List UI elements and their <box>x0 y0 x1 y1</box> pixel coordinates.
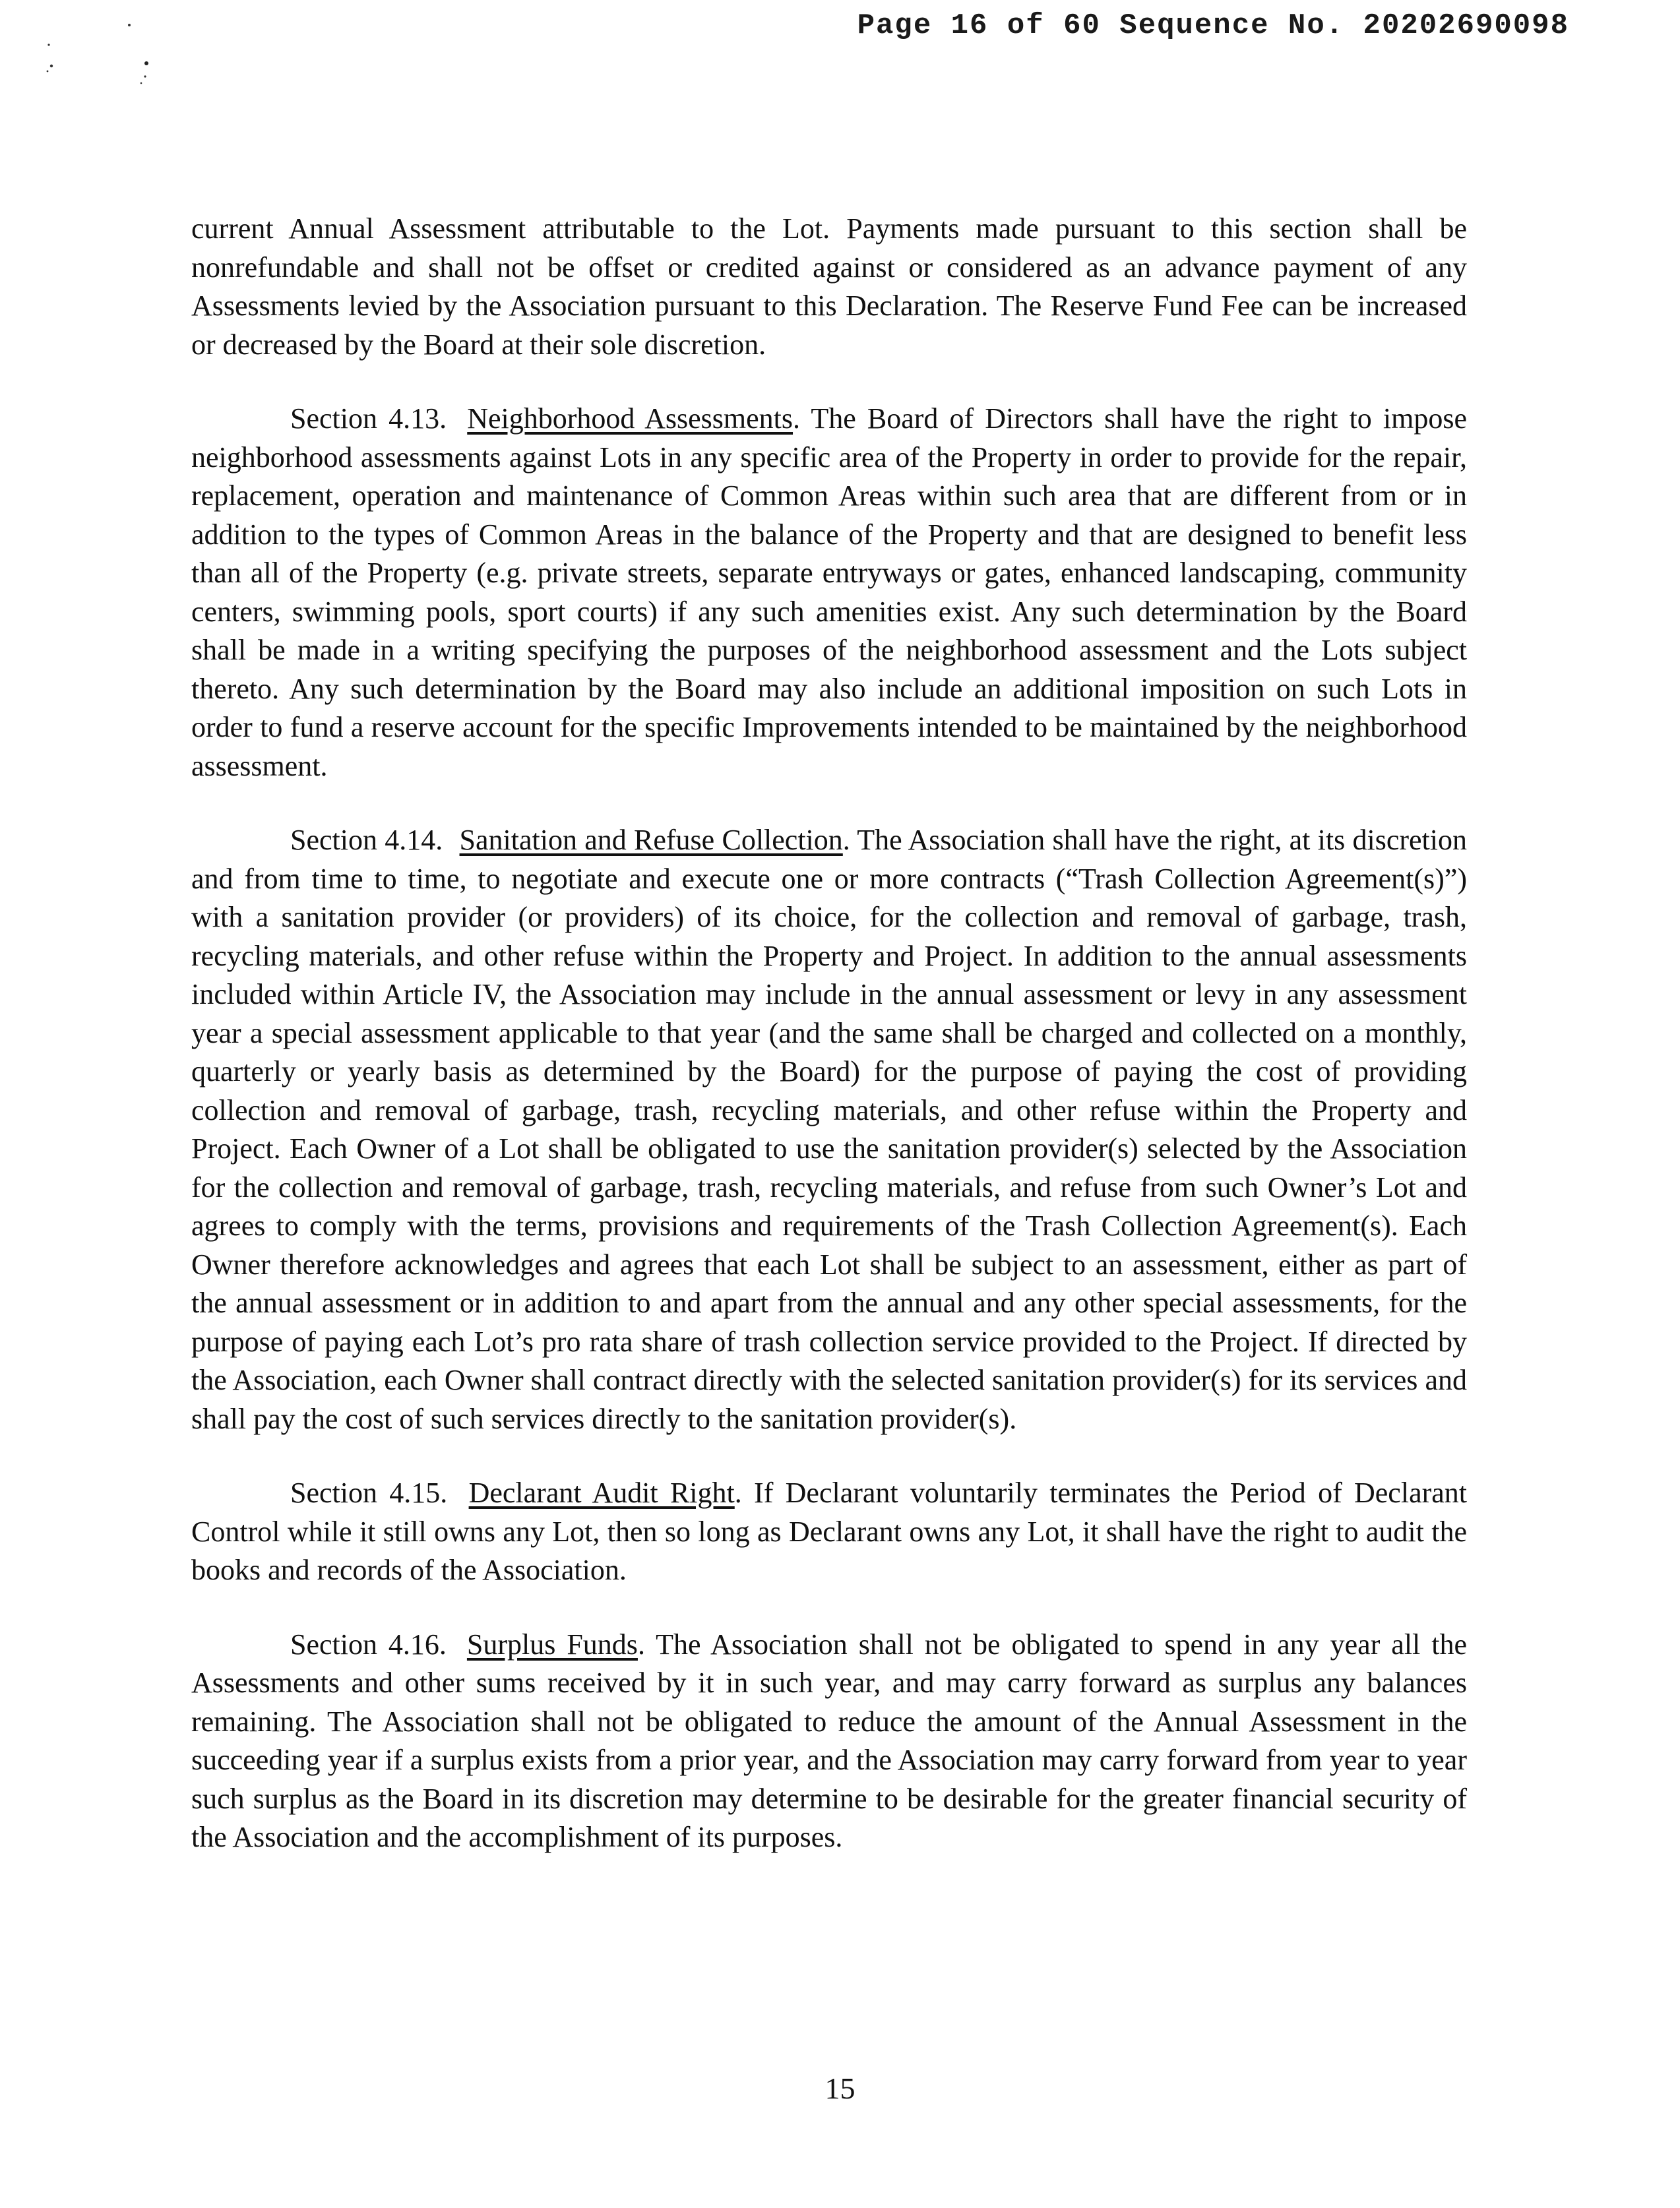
section-text: . The Association shall not be obligated to spend in any year all the Assessments and other sums received by it in such year, and may carry forward as surplus any balances remaining. The Association shall not be obligated to reduce the amount of the Annual Assessment in the succeeding year if a surplus exists from a prior year, and the Association may carry forward from year to year such surplus as the Board in its discretion may determine to be desirable for the greater financial security of the Association and the accomplishment of its purposes. <box>191 1628 1467 1853</box>
section-text: . The Board of Directors shall have the right to impose neighborhood assessments against Lots in any specific area of the Property in order to provide for the repair, replacement, operation and maintenance of Common Areas within such area that are different from or in addition to the types of Common Areas in the balance of the Property and that are designed to benefit less than all of the Property (e.g. private streets, separate entryways or gates, enhanced landscaping, community centers, swimming pools, sport courts) if any such amenities exist. Any such determination by the Board shall be made in a writing specifying the purposes of the neighborhood assessment and the Lots subject thereto. Any such determination by the Board may also include an additional imposition on such Lots in order to fund a reserve account for the specific Improvements intended to be maintained by the neighborhood assessment. <box>191 402 1468 782</box>
section-number: Section 4.13. <box>290 402 447 435</box>
section-number: Section 4.14. <box>290 824 443 856</box>
section-4-16 <box>191 1626 1467 1857</box>
document-body <box>191 210 1467 1893</box>
section-title: Declarant Audit Right <box>468 1477 735 1509</box>
section-text: . If Declarant voluntarily terminates the Period of Declarant Control while it still owns any Lot, then so long as Declarant owns any Lot, it shall have the right to audit the books and records of the Association. <box>191 1477 1468 1586</box>
page-number: 15 <box>824 2071 856 2105</box>
section-4-13 <box>191 400 1467 785</box>
section-title: Sanitation and Refuse Collection <box>459 824 843 856</box>
section-4-15 <box>191 1474 1467 1590</box>
continuation-paragraph: current Annual Assessment attributable to the Lot. Payments made pursuant to this section shall be nonrefundable and shall not be offset or credited against or considered as an advance payment of any Assessments levied by the Association pursuant to this Declaration. The Reserve Fund Fee can be increased or decreased by the Board at their sole discretion. <box>191 212 1467 361</box>
scan-specks <box>37 13 162 92</box>
page-sequence-header: Page 16 of 60 Sequence No. 20202690098 <box>857 9 1569 42</box>
section-text: . The Association shall have the right, at its discretion and from time to time, to negotiate and execute one or more contracts (“Trash Collection Agreement(s)”) with a sanitation provider (or providers) of its choice, for the collection and removal of garbage, trash, recycling materials, and other refuse within the Property and Project. In addition to the annual assessments included within Article IV, the Association may include in the annual assessment or levy in any assessment year a special assessment applicable to that year (and the same shall be charged and collected on a monthly, quarterly or yearly basis as determined by the Board) for the purpose of paying the cost of providing collection and removal of garbage, trash, recycling materials, and other refuse within the Property and Project. Each Owner of a Lot shall be obligated to use the sanitation provider(s) selected by the Association for the collection and removal of garbage, trash, recycling materials, and refuse from such Owner’s Lot and agrees to comply with the terms, provisions and requirements of the Trash Collection Agreement(s). Each Owner therefore acknowledges and agrees that each Lot shall be subject to an assessment, either as part of the annual assessment or in addition to and apart from the annual and any other special assessments, for the purpose of paying each Lot’s pro rata share of trash collection service provided to the Project. If directed by the Association, each Owner shall contract directly with the selected sanitation provider(s) for its services and shall pay the cost of such services directly to the sanitation provider(s). <box>191 824 1468 1435</box>
section-number: Section 4.15. <box>290 1477 448 1509</box>
section-4-14 <box>191 821 1467 1438</box>
section-number: Section 4.16. <box>290 1628 447 1661</box>
section-title: Neighborhood Assessments <box>467 402 793 435</box>
section-title: Surplus Funds <box>466 1628 638 1661</box>
